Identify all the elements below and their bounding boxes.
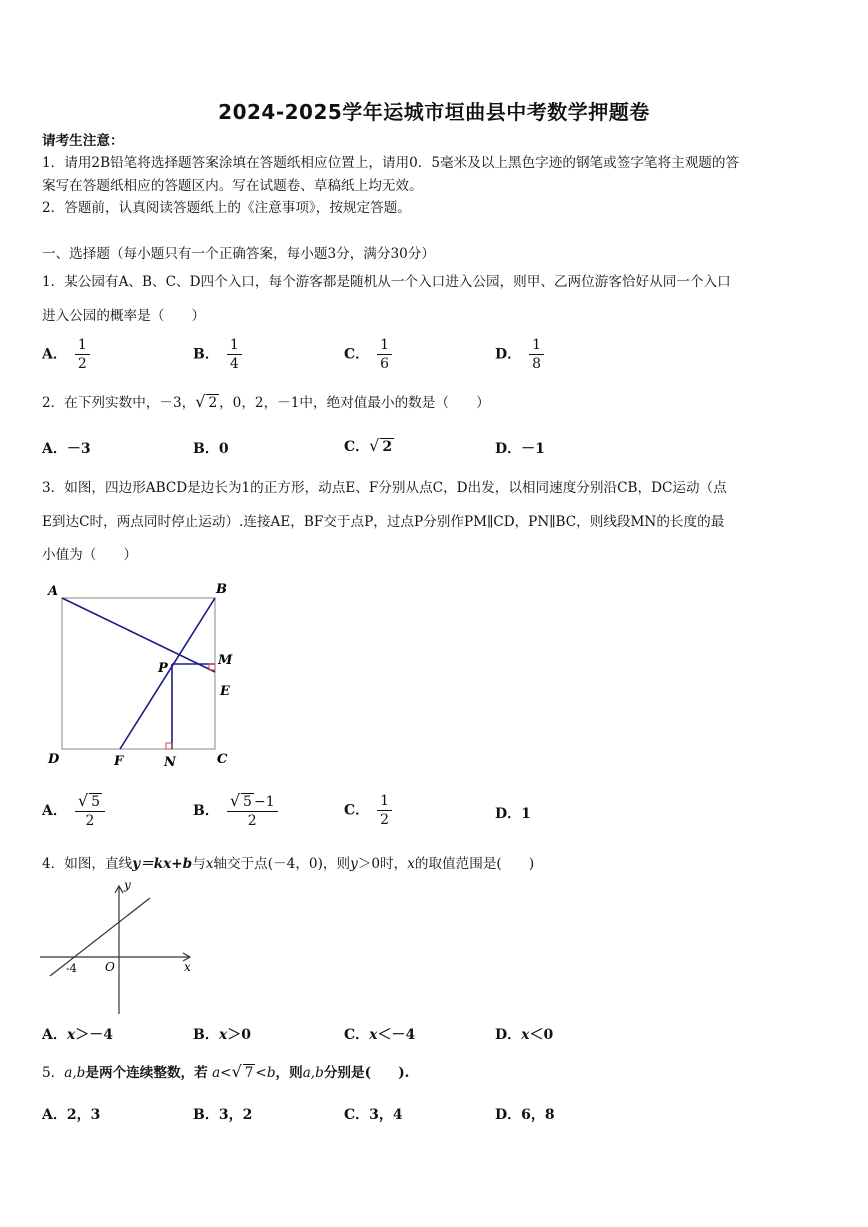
label-c: C <box>217 752 228 767</box>
q4-option-d: D．x＜0 <box>495 1027 554 1043</box>
label-a: A <box>48 584 59 599</box>
q3-option-c: C． $\frac{1}{2}$ <box>344 792 392 829</box>
axis-label-x: x <box>184 960 191 974</box>
notice-heading: 请考生注意： <box>42 133 124 149</box>
q2-option-b: B．0 <box>193 441 229 457</box>
q4-stem: 4．如图，直线y＝kx+b与x轴交于点(－4，0)，则y＞0时，x的取值范围是( ) <box>42 856 535 872</box>
label-n: N <box>164 755 176 770</box>
q4-line-graph <box>38 876 208 1021</box>
q4-option-a: A．x＞－4 <box>42 1027 113 1043</box>
origin-label: O <box>105 960 115 974</box>
q1-option-d: D． $\frac{1}{8}$ <box>495 336 544 373</box>
q1-option-a: A． $\frac{1}{2}$ <box>42 336 90 373</box>
q5-stem: 5．a,b是两个连续整数，若 a<√ 7 <b，则a,b分别是( ). <box>42 1062 410 1081</box>
q1-stem-line-1: 1．某公园有A、B、C、D四个入口，每个游客都是随机从一个入口进入公园，则甲、乙两位游客恰好从同一个入口 <box>42 274 731 290</box>
q4-option-b: B．x＞0 <box>193 1027 251 1043</box>
q3-option-d: D．1 <box>495 806 531 822</box>
q5-option-b: B．3，2 <box>193 1107 253 1123</box>
q1-option-c: C． $\frac{1}{6}$ <box>344 336 392 373</box>
label-d: D <box>48 752 60 767</box>
intercept-label: -4 <box>66 962 77 975</box>
notice-item-2: 2．答题前，认真阅读答题纸上的《注意事项》，按规定答题。 <box>42 200 411 216</box>
notice-item-1-line-2: 案写在答题纸相应的答题区内。写在试题卷、草稿纸上均无效。 <box>42 178 423 194</box>
q1-option-b: B． $\frac{1}{4}$ <box>193 336 242 373</box>
page-title: 2024-2025学年运城市垣曲县中考数学押题卷 <box>218 100 650 124</box>
q2-option-d: D．－1 <box>495 441 545 457</box>
q4-option-c: C．x＜－4 <box>344 1027 416 1043</box>
q3-option-a: A． $\frac{√ 5}{2}$ <box>42 792 105 830</box>
q3-stem-line-2: E到达C时，两点同时停止运动）.连接AE，BF交于点P，过点P分别作PM∥CD，PN∥BC，则线段MN的长度的最 <box>42 514 725 530</box>
q5-option-a: A．2，3 <box>42 1107 101 1123</box>
label-p: P <box>158 661 168 676</box>
label-m: M <box>218 653 233 668</box>
notice-item-1-line-1: 1．请用2B铅笔将选择题答案涂填在答题纸相应位置上，请用0．5毫米及以上黑色字迹的钢笔或签字笔将主观题的答 <box>42 155 740 171</box>
axis-label-y: y <box>124 878 131 892</box>
label-e: E <box>220 684 230 699</box>
q3-option-b: B． $\frac{√ 5 -1}{2}$ <box>193 792 278 830</box>
q2-option-c: C．√ 2 <box>344 436 393 455</box>
label-b: B <box>216 582 227 597</box>
q3-stem-line-3: 小值为（ ） <box>42 547 138 563</box>
section-heading: 一、选择题（每小题只有一个正确答案，每小题3分，满分30分） <box>42 246 435 262</box>
label-f: F <box>114 754 124 769</box>
q3-stem-line-1: 3．如图，四边形ABCD是边长为1的正方形，动点E、F分别从点C，D出发，以相同速度分别沿CB，DC运动（点 <box>42 480 727 496</box>
q2-stem: 2．在下列实数中，－3，√ 2 ，0，2，－1中，绝对值最小的数是（ ） <box>42 392 490 411</box>
q5-option-d: D．6，8 <box>495 1107 555 1123</box>
q2-option-a: A．－3 <box>42 441 91 457</box>
q5-option-c: C．3，4 <box>344 1107 403 1123</box>
q3-square-figure <box>40 576 240 776</box>
q1-stem-line-2: 进入公园的概率是（ ） <box>42 308 206 324</box>
